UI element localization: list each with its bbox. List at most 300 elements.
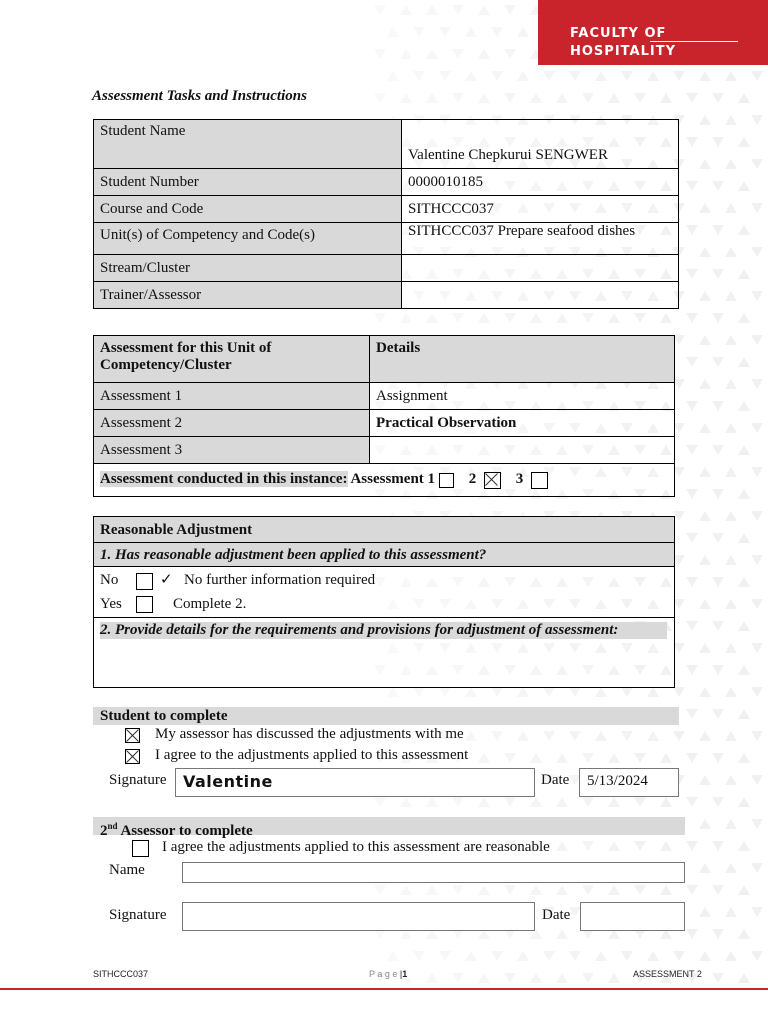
student-date-field[interactable]: 5/13/2024 <box>579 768 679 797</box>
footer-assessment: ASSESSMENT 2 <box>633 969 702 979</box>
pattern-triangle <box>439 27 451 37</box>
pattern-triangle <box>504 5 516 15</box>
pattern-triangle <box>751 71 763 81</box>
pattern-triangle <box>374 5 386 15</box>
pattern-triangle <box>699 379 711 389</box>
pattern-triangle <box>439 951 451 961</box>
reasonable-adjustment-section <box>93 516 675 688</box>
agree-checkbox[interactable] <box>125 749 140 764</box>
pattern-triangle <box>504 313 516 323</box>
pattern-triangle <box>608 93 620 103</box>
assessment-option2-label: 2 <box>468 471 477 488</box>
pattern-triangle <box>686 225 698 235</box>
course-code-label: Course and Code <box>94 196 402 223</box>
pattern-triangle <box>452 49 464 59</box>
pattern-triangle <box>582 973 594 983</box>
pattern-triangle <box>673 687 685 697</box>
pattern-triangle <box>699 731 711 741</box>
footer-rule <box>0 988 768 990</box>
pattern-triangle <box>751 247 763 257</box>
pattern-triangle <box>634 313 646 323</box>
pattern-triangle <box>556 753 568 763</box>
pattern-triangle <box>504 973 516 983</box>
pattern-triangle <box>751 467 763 477</box>
pattern-triangle <box>660 841 672 851</box>
assessor-agree-checkbox[interactable] <box>132 840 149 857</box>
pattern-triangle <box>751 423 763 433</box>
pattern-triangle <box>751 379 763 389</box>
pattern-triangle <box>582 885 594 895</box>
pattern-triangle <box>712 225 724 235</box>
pattern-triangle <box>387 71 399 81</box>
stream-cluster-value[interactable] <box>402 255 679 282</box>
pattern-triangle <box>478 973 490 983</box>
pattern-triangle <box>751 643 763 653</box>
pattern-triangle <box>712 313 724 323</box>
pattern-triangle <box>452 973 464 983</box>
pattern-triangle <box>712 885 724 895</box>
student-signature-label: Signature <box>109 772 167 788</box>
pattern-triangle <box>738 753 750 763</box>
pattern-triangle <box>712 973 724 983</box>
pattern-triangle <box>426 973 438 983</box>
pattern-triangle <box>699 159 711 169</box>
pattern-triangle <box>686 929 698 939</box>
pattern-triangle <box>608 841 620 851</box>
pattern-triangle <box>738 709 750 719</box>
assessor-name-field[interactable] <box>182 862 685 883</box>
pattern-triangle <box>478 93 490 103</box>
pattern-triangle <box>530 797 542 807</box>
pattern-triangle <box>699 599 711 609</box>
trainer-assessor-label: Trainer/Assessor <box>94 282 402 309</box>
pattern-triangle <box>556 797 568 807</box>
pattern-triangle <box>517 687 529 697</box>
pattern-triangle <box>699 423 711 433</box>
pattern-triangle <box>504 797 516 807</box>
pattern-triangle <box>556 973 568 983</box>
pattern-triangle <box>725 555 737 565</box>
details-header: Details <box>370 336 675 383</box>
pattern-triangle <box>426 93 438 103</box>
assessor-title-ordinal: nd <box>107 821 118 831</box>
pattern-triangle <box>374 49 386 59</box>
pattern-triangle <box>556 313 568 323</box>
pattern-triangle <box>491 951 503 961</box>
pattern-triangle <box>712 753 724 763</box>
pattern-triangle <box>647 731 659 741</box>
pattern-triangle <box>751 907 763 917</box>
pattern-triangle <box>621 687 633 697</box>
pattern-triangle <box>439 71 451 81</box>
pattern-triangle <box>530 313 542 323</box>
pattern-triangle <box>725 291 737 301</box>
pattern-triangle <box>504 753 516 763</box>
assessment-conducted-row <box>94 464 675 497</box>
pattern-triangle <box>608 753 620 763</box>
pattern-triangle <box>725 511 737 521</box>
pattern-triangle <box>686 533 698 543</box>
yes-note: Complete 2. <box>173 596 247 612</box>
student-signature-field[interactable]: Valentine <box>175 768 535 797</box>
student-info-table <box>93 119 679 309</box>
pattern-triangle <box>491 731 503 741</box>
pattern-triangle <box>621 731 633 741</box>
pattern-triangle <box>712 621 724 631</box>
pattern-triangle <box>517 731 529 741</box>
reasonable-adjustment-title: Reasonable Adjustment <box>94 517 674 543</box>
pattern-triangle <box>686 137 698 147</box>
pattern-triangle <box>400 5 412 15</box>
pattern-triangle <box>556 841 568 851</box>
pattern-triangle <box>491 71 503 81</box>
pattern-triangle <box>751 555 763 565</box>
pattern-triangle <box>725 907 737 917</box>
pattern-triangle <box>465 27 477 37</box>
pattern-triangle <box>699 335 711 345</box>
pattern-triangle <box>543 71 555 81</box>
pattern-triangle <box>413 951 425 961</box>
pattern-triangle <box>751 863 763 873</box>
pattern-triangle <box>686 313 698 323</box>
pattern-triangle <box>582 753 594 763</box>
pattern-triangle <box>751 731 763 741</box>
pattern-triangle <box>699 291 711 301</box>
pattern-triangle <box>712 929 724 939</box>
pattern-triangle <box>738 489 750 499</box>
pattern-triangle <box>699 687 711 697</box>
pattern-triangle <box>608 313 620 323</box>
assessment-table <box>93 335 675 497</box>
pattern-triangle <box>569 71 581 81</box>
agree-label: I agree to the adjustments applied to this assessment <box>155 747 469 763</box>
pattern-triangle <box>387 687 399 697</box>
course-code-value[interactable]: SITHCCC037 <box>402 196 679 223</box>
pattern-triangle <box>699 951 711 961</box>
pattern-triangle <box>595 731 607 741</box>
pattern-triangle <box>725 467 737 477</box>
pattern-triangle <box>504 885 516 895</box>
pattern-triangle <box>712 401 724 411</box>
assessment-option3-label: 3 <box>515 471 524 488</box>
no-checkbox[interactable] <box>136 573 153 590</box>
pattern-triangle <box>712 269 724 279</box>
pattern-triangle <box>699 555 711 565</box>
pattern-triangle <box>712 709 724 719</box>
pattern-triangle <box>751 291 763 301</box>
assessment-2-detail: Practical Observation <box>370 410 675 437</box>
pattern-triangle <box>712 577 724 587</box>
no-note: No further information required <box>184 572 376 588</box>
pattern-triangle <box>634 841 646 851</box>
assessment-3-checkbox[interactable] <box>531 472 548 489</box>
pattern-triangle <box>660 753 672 763</box>
pattern-triangle <box>725 687 737 697</box>
pattern-triangle <box>452 5 464 15</box>
pattern-triangle <box>452 797 464 807</box>
footer-page-word: P a g e <box>369 969 398 979</box>
checkmark-icon: ✓ <box>160 572 173 588</box>
assessment-2-checkbox[interactable] <box>484 472 501 489</box>
pattern-triangle <box>699 907 711 917</box>
pattern-triangle <box>582 313 594 323</box>
pattern-triangle <box>673 951 685 961</box>
pattern-triangle <box>686 621 698 631</box>
pattern-triangle <box>699 71 711 81</box>
pattern-triangle <box>543 731 555 741</box>
student-number-value[interactable]: 0000010185 <box>402 169 679 196</box>
pattern-triangle <box>751 203 763 213</box>
pattern-triangle <box>543 687 555 697</box>
pattern-triangle <box>608 885 620 895</box>
pattern-triangle <box>751 951 763 961</box>
assessor-signature-label: Signature <box>109 907 167 923</box>
faculty-line2: HOSPITALITY <box>570 44 676 59</box>
pattern-triangle <box>738 137 750 147</box>
student-name-value[interactable]: Valentine Chepkurui SENGWER <box>402 120 679 169</box>
pattern-triangle <box>374 885 386 895</box>
pattern-triangle <box>738 973 750 983</box>
pattern-triangle <box>400 797 412 807</box>
assessor-complete-title <box>93 817 685 839</box>
pattern-triangle <box>725 335 737 345</box>
pattern-triangle <box>517 27 529 37</box>
pattern-triangle <box>556 885 568 895</box>
pattern-triangle <box>478 313 490 323</box>
pattern-triangle <box>738 841 750 851</box>
pattern-triangle <box>738 665 750 675</box>
student-date-label: Date <box>541 772 570 788</box>
trainer-assessor-value[interactable] <box>402 282 679 309</box>
adjustment-question-1: 1. Has reasonable adjustment been applied to this assessment? <box>94 543 674 567</box>
page-title: Assessment Tasks and Instructions <box>92 88 307 104</box>
pattern-triangle <box>426 885 438 895</box>
pattern-triangle <box>504 93 516 103</box>
assessment-3-label: Assessment 3 <box>94 437 370 464</box>
pattern-triangle <box>738 93 750 103</box>
pattern-triangle <box>686 709 698 719</box>
pattern-triangle <box>491 27 503 37</box>
footer-page-sep: | <box>399 969 403 979</box>
pattern-triangle <box>686 753 698 763</box>
pattern-triangle <box>738 577 750 587</box>
pattern-triangle <box>712 533 724 543</box>
faculty-line1: FACULTY OF <box>570 26 667 41</box>
pattern-triangle <box>686 357 698 367</box>
pattern-triangle <box>530 885 542 895</box>
assessment-1-checkbox[interactable] <box>439 473 454 488</box>
pattern-triangle <box>634 93 646 103</box>
pattern-triangle <box>478 5 490 15</box>
pattern-triangle <box>452 885 464 895</box>
pattern-triangle <box>699 863 711 873</box>
pattern-triangle <box>465 731 477 741</box>
pattern-triangle <box>439 687 451 697</box>
pattern-triangle <box>686 797 698 807</box>
pattern-triangle <box>725 819 737 829</box>
pattern-triangle <box>673 731 685 741</box>
pattern-triangle <box>725 71 737 81</box>
student-name-label: Student Name <box>94 120 402 169</box>
pattern-triangle <box>634 797 646 807</box>
pattern-triangle <box>387 951 399 961</box>
pattern-triangle <box>712 797 724 807</box>
discussed-checkbox[interactable] <box>125 728 140 743</box>
pattern-triangle <box>660 93 672 103</box>
pattern-triangle <box>686 269 698 279</box>
pattern-triangle <box>738 445 750 455</box>
pattern-triangle <box>699 467 711 477</box>
pattern-triangle <box>530 973 542 983</box>
discussed-label: My assessor has discussed the adjustments with me <box>155 726 464 742</box>
pattern-triangle <box>413 27 425 37</box>
pattern-triangle <box>712 357 724 367</box>
pattern-triangle <box>478 49 490 59</box>
pattern-triangle <box>517 71 529 81</box>
pattern-triangle <box>478 797 490 807</box>
assessor-signature-field[interactable] <box>182 902 535 931</box>
pattern-triangle <box>426 5 438 15</box>
pattern-triangle <box>452 313 464 323</box>
pattern-triangle <box>751 687 763 697</box>
yes-checkbox[interactable] <box>136 596 153 613</box>
pattern-triangle <box>725 423 737 433</box>
assessor-agree-label: I agree the adjustments applied to this assessment are reasonable <box>162 839 550 855</box>
pattern-triangle <box>426 313 438 323</box>
pattern-triangle <box>582 841 594 851</box>
pattern-triangle <box>686 577 698 587</box>
pattern-triangle <box>400 93 412 103</box>
assessment-option1-label: Assessment 1 <box>350 471 436 488</box>
pattern-triangle <box>400 49 412 59</box>
pattern-triangle <box>413 71 425 81</box>
pattern-triangle <box>751 159 763 169</box>
pattern-triangle <box>738 401 750 411</box>
pattern-triangle <box>712 181 724 191</box>
pattern-triangle <box>504 49 516 59</box>
pattern-triangle <box>595 951 607 961</box>
pattern-triangle <box>556 93 568 103</box>
assessor-date-field[interactable] <box>580 902 685 931</box>
pattern-triangle <box>686 445 698 455</box>
pattern-triangle <box>725 379 737 389</box>
pattern-triangle <box>738 313 750 323</box>
unit-competency-value[interactable]: SITHCCC037 Prepare seafood dishes <box>402 223 679 255</box>
assessment-2-label: Assessment 2 <box>94 410 370 437</box>
pattern-triangle <box>738 225 750 235</box>
pattern-triangle <box>426 49 438 59</box>
pattern-triangle <box>465 687 477 697</box>
pattern-triangle <box>413 687 425 697</box>
pattern-triangle <box>699 819 711 829</box>
pattern-triangle <box>712 137 724 147</box>
pattern-triangle <box>725 159 737 169</box>
yes-label: Yes <box>100 596 122 612</box>
assessment-header-label: Assessment for this Unit of Competency/Cluster <box>94 336 370 383</box>
section-divider <box>94 617 674 618</box>
pattern-triangle <box>673 71 685 81</box>
pattern-triangle <box>621 71 633 81</box>
student-complete-title: Student to complete <box>93 707 679 725</box>
pattern-triangle <box>478 885 490 895</box>
pattern-triangle <box>556 929 568 939</box>
pattern-triangle <box>738 357 750 367</box>
faculty-rule <box>650 41 738 42</box>
pattern-triangle <box>738 621 750 631</box>
pattern-triangle <box>712 841 724 851</box>
pattern-triangle <box>712 93 724 103</box>
pattern-triangle <box>725 775 737 785</box>
adjustment-details-field[interactable] <box>100 643 666 683</box>
pattern-triangle <box>738 797 750 807</box>
assessor-date-label: Date <box>542 907 571 923</box>
pattern-triangle <box>426 797 438 807</box>
pattern-triangle <box>686 93 698 103</box>
assessor-name-label: Name <box>109 862 145 878</box>
pattern-triangle <box>699 775 711 785</box>
pattern-triangle <box>686 885 698 895</box>
pattern-triangle <box>608 973 620 983</box>
assessment-3-detail <box>370 437 675 464</box>
pattern-triangle <box>634 885 646 895</box>
pattern-triangle <box>530 93 542 103</box>
footer-page <box>369 969 407 979</box>
pattern-triangle <box>751 335 763 345</box>
pattern-triangle <box>647 71 659 81</box>
pattern-triangle <box>725 247 737 257</box>
pattern-triangle <box>374 93 386 103</box>
pattern-triangle <box>582 797 594 807</box>
pattern-triangle <box>595 687 607 697</box>
assessment-1-label: Assessment 1 <box>94 383 370 410</box>
pattern-triangle <box>647 687 659 697</box>
pattern-triangle <box>660 797 672 807</box>
pattern-triangle <box>738 181 750 191</box>
pattern-triangle <box>712 489 724 499</box>
pattern-triangle <box>751 115 763 125</box>
pattern-triangle <box>582 93 594 103</box>
assessor-title-text: Assessor to complete <box>117 823 253 839</box>
footer-unit-code: SITHCCC037 <box>93 969 149 979</box>
pattern-triangle <box>517 951 529 961</box>
pattern-triangle <box>751 819 763 829</box>
pattern-triangle <box>400 885 412 895</box>
pattern-triangle <box>452 93 464 103</box>
pattern-triangle <box>543 951 555 961</box>
pattern-triangle <box>699 643 711 653</box>
student-number-label: Student Number <box>94 169 402 196</box>
pattern-triangle <box>465 951 477 961</box>
pattern-triangle <box>686 401 698 411</box>
pattern-triangle <box>530 753 542 763</box>
pattern-triangle <box>374 313 386 323</box>
pattern-triangle <box>725 599 737 609</box>
pattern-triangle <box>569 687 581 697</box>
pattern-triangle <box>478 753 490 763</box>
no-label: No <box>100 572 119 588</box>
footer-page-number: 1 <box>402 969 408 979</box>
pattern-triangle <box>725 115 737 125</box>
pattern-triangle <box>725 951 737 961</box>
pattern-triangle <box>699 203 711 213</box>
pattern-triangle <box>686 665 698 675</box>
assessment-1-detail: Assignment <box>370 383 675 410</box>
pattern-triangle <box>686 489 698 499</box>
pattern-triangle <box>491 687 503 697</box>
unit-competency-label: Unit(s) of Competency and Code(s) <box>94 223 402 255</box>
pattern-triangle <box>660 313 672 323</box>
pattern-triangle <box>699 115 711 125</box>
